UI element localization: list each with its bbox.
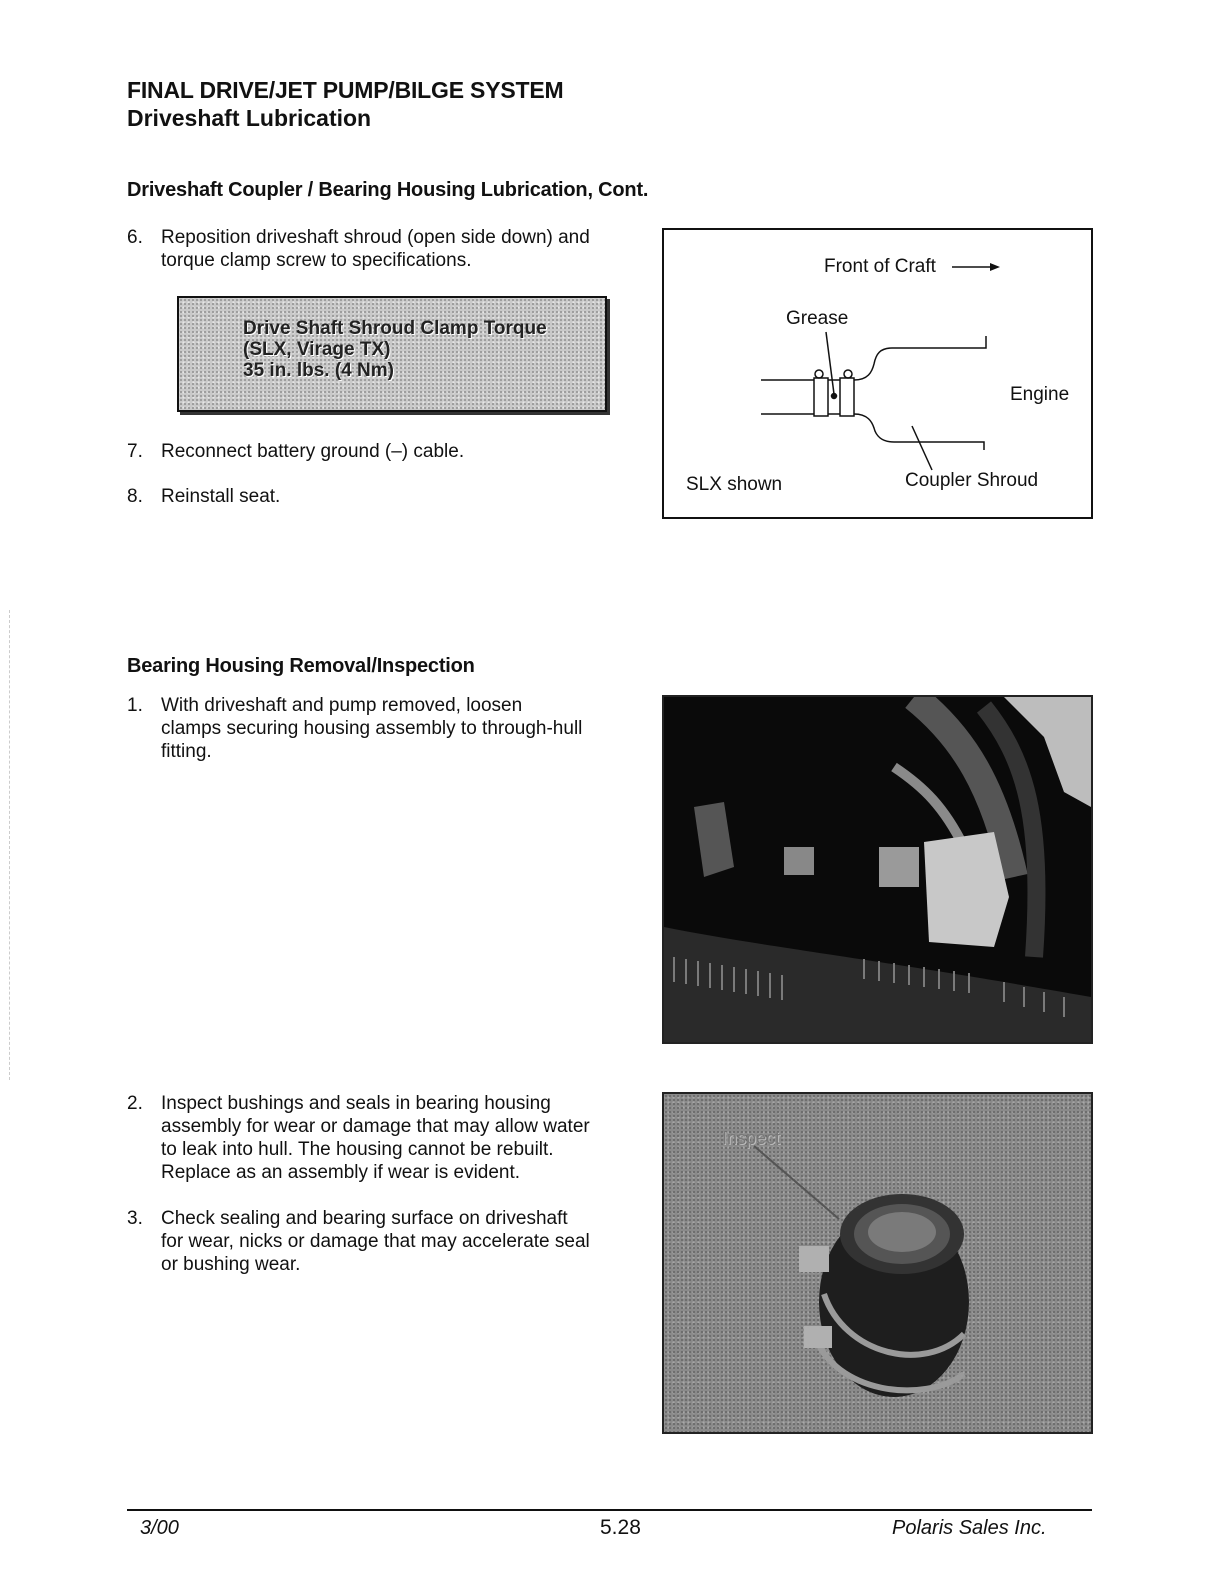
inspect-label: Inspect xyxy=(722,1128,781,1148)
step-number: 7. xyxy=(127,441,143,462)
step-text-line: Replace as an assembly if wear is evident. xyxy=(161,1162,521,1183)
step-number: 3. xyxy=(127,1208,143,1229)
grease-fitting-left xyxy=(815,370,823,378)
shroud-pointer xyxy=(912,426,932,470)
spec-line-models: (SLX, Virage TX) xyxy=(243,339,391,360)
page-title: FINAL DRIVE/JET PUMP/BILGE SYSTEM xyxy=(127,77,564,103)
step-number: 2. xyxy=(127,1093,143,1114)
coupler-shroud-label: Coupler Shroud xyxy=(905,470,1039,491)
step-2 xyxy=(127,1092,597,1192)
coupler-diagram xyxy=(662,228,1093,519)
coupler-block-right xyxy=(840,378,854,416)
step-6 xyxy=(127,226,617,276)
section-heading-coupler: Driveshaft Coupler / Bearing Housing Lubrication, Cont. xyxy=(127,179,649,201)
step-text-line: fitting. xyxy=(161,741,212,762)
grease-fitting-right xyxy=(844,370,852,378)
step-8 xyxy=(127,485,617,511)
bearing-housing-photo xyxy=(662,695,1093,1044)
step-number: 1. xyxy=(127,695,143,716)
scan-margin-mark xyxy=(9,610,10,1080)
step-text-line: torque clamp screw to specifications. xyxy=(161,250,472,271)
step-number: 6. xyxy=(127,227,143,248)
step-text-line: Inspect bushings and seals in bearing housing xyxy=(161,1093,551,1114)
section-heading-bearing: Bearing Housing Removal/Inspection xyxy=(127,655,475,677)
step-text-line: Reconnect battery ground (–) cable. xyxy=(161,441,465,462)
step-text-line: to leak into hull. The housing cannot be rebuilt. xyxy=(161,1139,554,1160)
torque-spec-box xyxy=(177,296,607,412)
shroud-lower xyxy=(854,414,984,450)
page-number: 5.28 xyxy=(600,1516,641,1539)
step-text-line: for wear, nicks or damage that may accelerate seal xyxy=(161,1231,590,1252)
step-3 xyxy=(127,1207,597,1282)
step-text-line: Reinstall seat. xyxy=(161,486,281,507)
coupler-block-left xyxy=(814,378,828,416)
spec-line-value: 35 in. lbs. (4 Nm) xyxy=(243,360,394,381)
step-text-line: Reposition driveshaft shroud (open side down) and xyxy=(161,227,590,248)
step-number: 8. xyxy=(127,486,143,507)
front-arrow-head xyxy=(990,263,1000,271)
shroud-upper xyxy=(854,336,986,380)
step-text-line: or bushing wear. xyxy=(161,1254,301,1275)
engine-bay-photo-drawing xyxy=(664,697,1091,1042)
footer-date: 3/00 xyxy=(140,1517,179,1539)
step-text-line: With driveshaft and pump removed, loosen xyxy=(161,695,523,716)
grease-label: Grease xyxy=(786,308,849,329)
step-1 xyxy=(127,694,597,769)
step-text-line: assembly for wear or damage that may allow water xyxy=(161,1116,590,1137)
step-text-line: Check sealing and bearing surface on driveshaft xyxy=(161,1208,568,1229)
page-subtitle: Driveshaft Lubrication xyxy=(127,105,372,131)
step-text-line: clamps securing housing assembly to through-hull xyxy=(161,718,583,739)
housing-inspect-photo xyxy=(662,1092,1093,1434)
grease-point xyxy=(832,394,837,399)
spec-line-title: Drive Shaft Shroud Clamp Torque xyxy=(243,318,547,339)
grease-pointer xyxy=(826,332,834,394)
model-label: SLX shown xyxy=(686,474,783,495)
footer-company: Polaris Sales Inc. xyxy=(892,1517,1047,1539)
step-7 xyxy=(127,440,617,466)
footer-rule xyxy=(127,1509,1092,1511)
engine-label: Engine xyxy=(1010,384,1070,405)
front-of-craft-label: Front of Craft xyxy=(824,256,936,277)
